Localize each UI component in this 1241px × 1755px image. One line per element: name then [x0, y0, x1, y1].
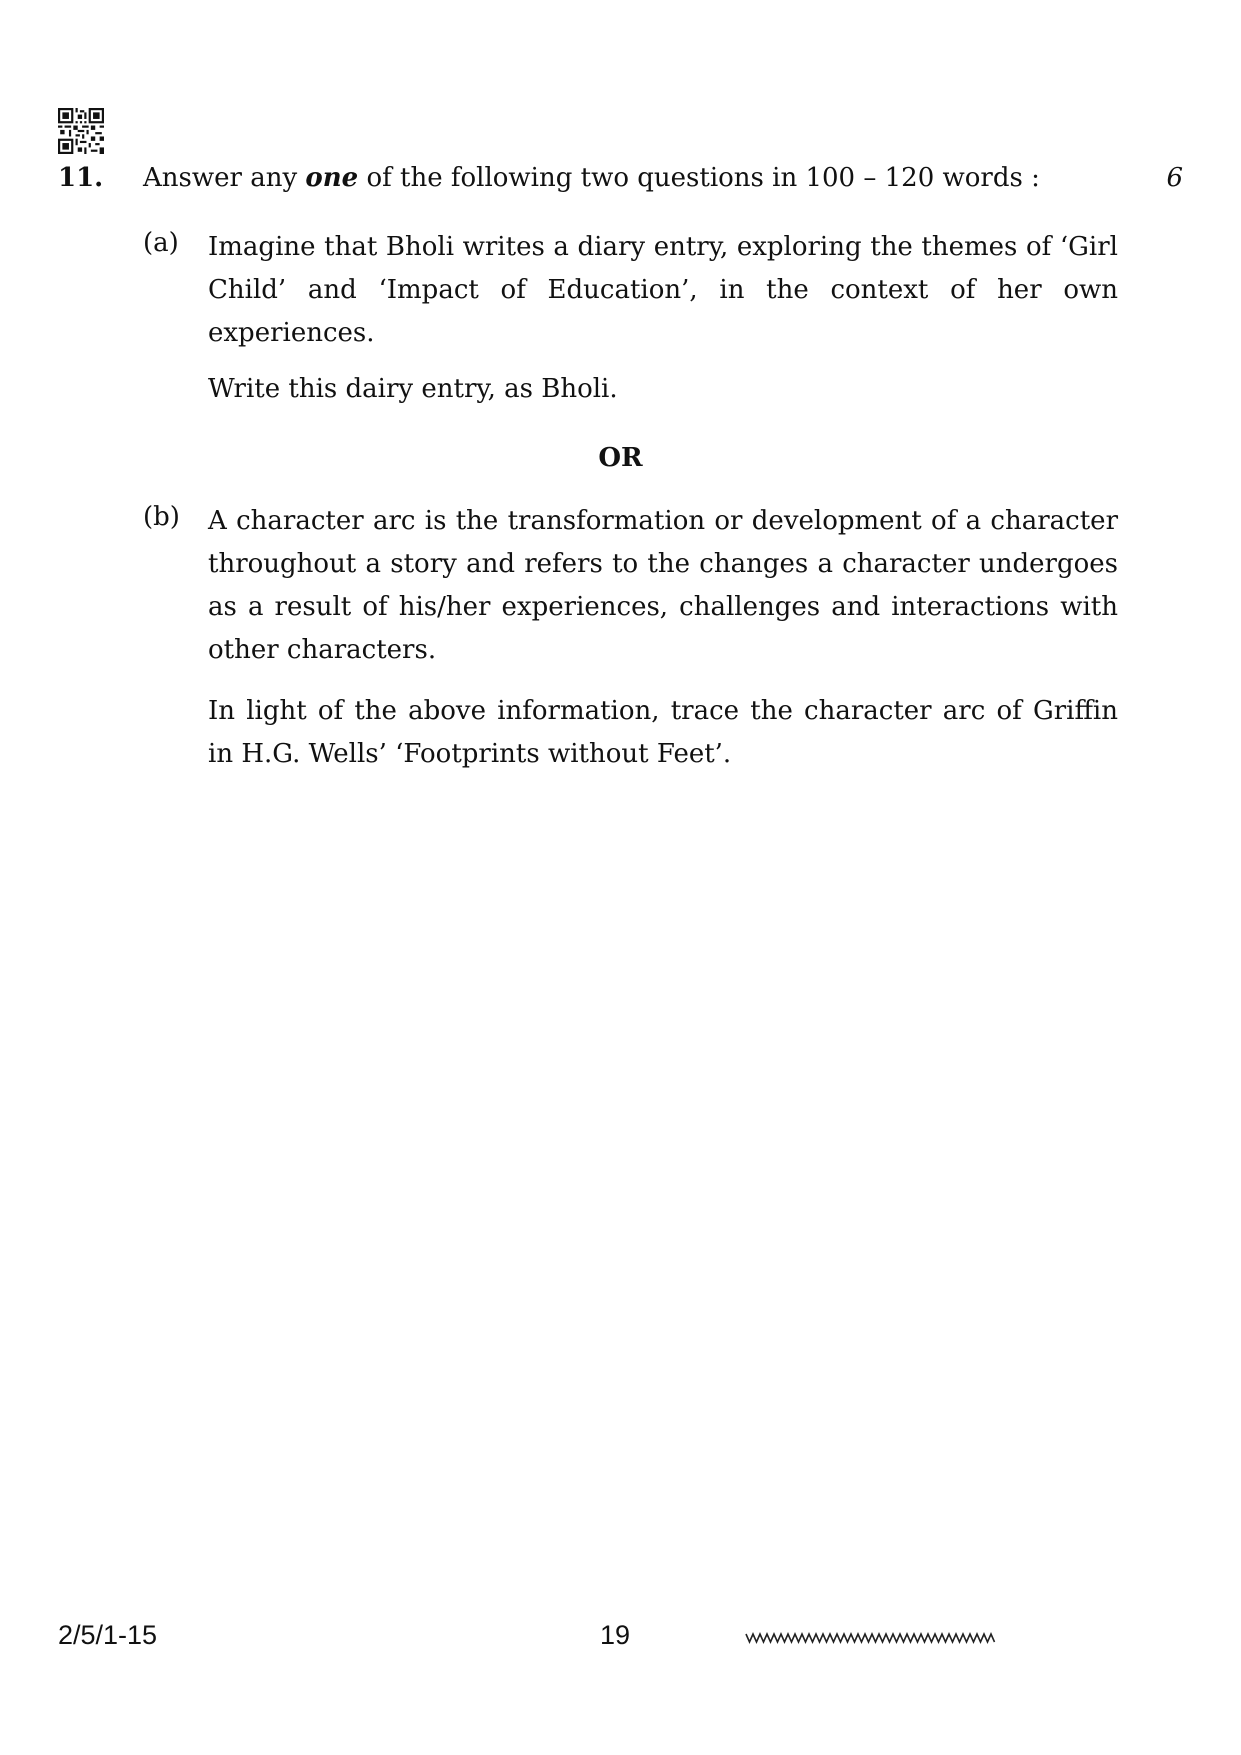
qr-code-icon — [58, 108, 104, 154]
part-b-label: (b) — [143, 502, 180, 532]
part-a-paragraph-2: Write this dairy entry, as Bholi. — [208, 374, 618, 404]
question-number: 11. — [58, 163, 104, 193]
or-separator: OR — [598, 443, 643, 473]
question-marks: 6 — [1166, 163, 1183, 193]
instruction-text-before: Answer any — [143, 163, 306, 193]
part-b-paragraph-1: A character arc is the transformation or development of a character throughout a story and refers to the changes a character undergoes as a result of his/her experiences, challenges and interactions with other characters. — [208, 506, 1118, 665]
instruction-text-after: of the following two questions in 100 – 120 words : — [358, 163, 1040, 193]
instruction-emphasis: one — [305, 163, 359, 193]
wavy-line-decoration — [745, 1631, 997, 1645]
part-a-paragraph-1: Imagine that Bholi writes a diary entry, exploring the themes of ‘Girl Child’ and ‘Impact of Education’, in the context of her own experiences. — [208, 232, 1118, 348]
page-number: 19 — [600, 1620, 631, 1650]
part-b-paragraph-2: In light of the above information, trace the character arc of Griffin in H.G. Wells’ ‘Footprints without Feet’. — [208, 696, 1118, 769]
question-instruction — [143, 163, 1040, 193]
paper-code: 2/5/1-15 — [58, 1620, 158, 1650]
part-a-label: (a) — [143, 228, 179, 258]
